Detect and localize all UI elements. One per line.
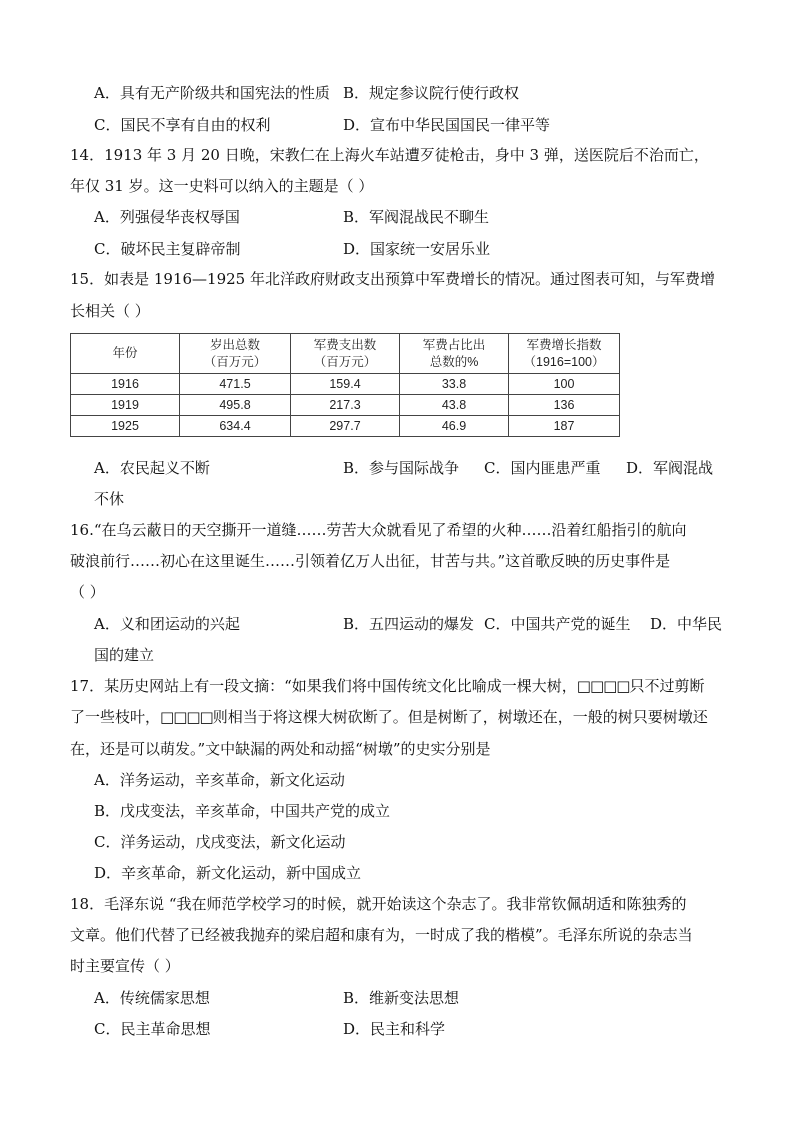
q18-option-d: D．民主和科学 bbox=[343, 1020, 446, 1038]
header-military-expenditure bbox=[291, 334, 400, 374]
header-total-expenditure bbox=[180, 334, 291, 374]
q13-option-a: A．具有无产阶级共和国宪法的性质 bbox=[94, 84, 330, 102]
q17-stem-line-2 bbox=[70, 706, 708, 728]
header-year bbox=[71, 334, 180, 374]
q17-stem-line-1-text: 17．某历史网站上有一段文摘：“如果我们将中国传统文化比喻成一棵大树， bbox=[70, 677, 577, 695]
q18-stem-line-1: 18．毛泽东说 “我在师范学校学习的时候，就开始读这个杂志了。我非常钦佩胡适和陈独秀的 bbox=[70, 895, 687, 913]
q15-option-a: A．农民起义不断 bbox=[94, 459, 210, 477]
table-row bbox=[71, 416, 620, 437]
q17-option-a: A．洋务运动，辛亥革命，新文化运动 bbox=[94, 771, 345, 789]
header-military-expenditure-unit: （百万元） bbox=[313, 354, 377, 369]
header-growth-index-label: 军费增长指数 bbox=[526, 337, 602, 352]
table-cell: 187 bbox=[509, 416, 620, 437]
q16-option-d: D．中华民 bbox=[650, 615, 723, 633]
table-row bbox=[71, 374, 620, 395]
table-cell: 43.8 bbox=[400, 395, 509, 416]
table-cell: 46.9 bbox=[400, 416, 509, 437]
q18-option-c: C．民主革命思想 bbox=[94, 1020, 211, 1038]
q16-option-a: A．义和团运动的兴起 bbox=[94, 615, 240, 633]
table-cell: 1919 bbox=[71, 395, 180, 416]
q15-option-b: B．参与国际战争 bbox=[343, 459, 460, 477]
table-cell: 33.8 bbox=[400, 374, 509, 395]
q14-option-d: D．国家统一安居乐业 bbox=[343, 240, 491, 258]
q16-stem-line-2: 破浪前行……初心在这里诞生……引领着亿万人出征，甘苦与共。”这首歌反映的历史事件是 bbox=[70, 552, 671, 570]
q13-option-d: D．宣布中华民国国民一律平等 bbox=[343, 116, 551, 134]
q17-option-d: D．辛亥革命，新文化运动，新中国成立 bbox=[94, 864, 362, 882]
table-cell: 495.8 bbox=[180, 395, 291, 416]
header-military-share-unit: 总数的% bbox=[429, 354, 479, 369]
q14-stem-line-2: 年仅 31 岁。这一史料可以纳入的主题是（ ） bbox=[70, 177, 374, 195]
table-row bbox=[71, 395, 620, 416]
q15-option-d-continued: 不休 bbox=[94, 490, 125, 508]
q13-option-c: C．国民不享有自由的权利 bbox=[94, 116, 271, 134]
table-cell: 1925 bbox=[71, 416, 180, 437]
table-cell: 217.3 bbox=[291, 395, 400, 416]
q17-option-c: C．洋务运动，戊戌变法，新文化运动 bbox=[94, 833, 346, 851]
q15-option-c: C．国内匪患严重 bbox=[484, 459, 601, 477]
table-cell: 100 bbox=[509, 374, 620, 395]
q16-option-b: B．五四运动的爆发 bbox=[343, 615, 475, 633]
q14-option-b: B．军阀混战民不聊生 bbox=[343, 208, 490, 226]
header-military-share-label: 军费占比出 bbox=[422, 337, 486, 352]
q17-blank-2: □□□□ bbox=[160, 708, 213, 726]
table-cell: 297.7 bbox=[291, 416, 400, 437]
q16-option-c: C．中国共产党的诞生 bbox=[484, 615, 631, 633]
q15-stem-line-2: 长相关（ ） bbox=[70, 302, 150, 320]
q14-stem-line-1: 14．1913 年 3 月 20 日晚，宋教仁在上海火车站遭歹徒枪击，身中 3 弹，送医院后不治而亡， bbox=[70, 146, 709, 164]
header-military-share bbox=[400, 334, 509, 374]
table-cell: 159.4 bbox=[291, 374, 400, 395]
table-cell: 634.4 bbox=[180, 416, 291, 437]
q17-stem-line-3: 在，还是可以萌发。”文中缺漏的两处和动摇“树墩”的史实分别是 bbox=[70, 740, 491, 758]
q18-option-a: A．传统儒家思想 bbox=[94, 989, 210, 1007]
header-growth-index-base: （1916=100） bbox=[523, 354, 605, 369]
header-year-label: 年份 bbox=[112, 346, 138, 360]
q15-stem-line-1: 15．如表是 1916—1925 年北洋政府财政支出预算中军费增长的情况。通过图表可知，与军费增 bbox=[70, 270, 715, 288]
header-total-expenditure-unit: （百万元） bbox=[203, 354, 267, 369]
q17-blank-1: □□□□ bbox=[576, 677, 630, 695]
table-cell: 1916 bbox=[71, 374, 180, 395]
q14-option-c: C．破坏民主复辟帝制 bbox=[94, 240, 241, 258]
q18-stem-line-2: 文章。他们代替了已经被我抛弃的梁启超和康有为，一时成了我的楷模”。毛泽东所说的杂志当 bbox=[70, 926, 693, 944]
header-growth-index bbox=[509, 334, 620, 374]
q17-option-b: B．戊戌变法，辛亥革命，中国共产党的成立 bbox=[94, 802, 391, 820]
q16-option-d-continued: 国的建立 bbox=[94, 646, 155, 664]
table-cell: 136 bbox=[509, 395, 620, 416]
q17-stem-line-2-text: 则相当于将这棵大树砍断了。但是树断了，树墩还在，一般的树只要树墩还 bbox=[212, 708, 708, 726]
q16-stem-line-1: 16.“在乌云蔽日的天空撕开一道缝……劳苦大众就看见了希望的火种……沿着红船指引的航向 bbox=[70, 521, 687, 539]
q16-stem-line-3: （ ） bbox=[70, 583, 105, 601]
q14-option-a: A．列强侵华丧权辱国 bbox=[94, 208, 240, 226]
q17-stem-line-2-head: 了一些枝叶， bbox=[70, 708, 161, 726]
military-expense-table bbox=[70, 333, 620, 437]
q18-option-b: B．维新变法思想 bbox=[343, 989, 460, 1007]
q17-stem-line-1-tail: 只不过剪断 bbox=[629, 677, 705, 695]
header-total-expenditure-label: 岁出总数 bbox=[209, 337, 260, 352]
q17-stem-line-1 bbox=[70, 675, 704, 697]
q18-stem-line-3: 时主要宣传（ ） bbox=[70, 957, 180, 975]
q15-option-d: D．军阀混战 bbox=[626, 459, 714, 477]
table-header-row bbox=[71, 334, 620, 374]
table-cell: 471.5 bbox=[180, 374, 291, 395]
header-military-expenditure-label: 军费支出数 bbox=[313, 337, 377, 352]
q13-option-b: B．规定参议院行使行政权 bbox=[343, 84, 520, 102]
